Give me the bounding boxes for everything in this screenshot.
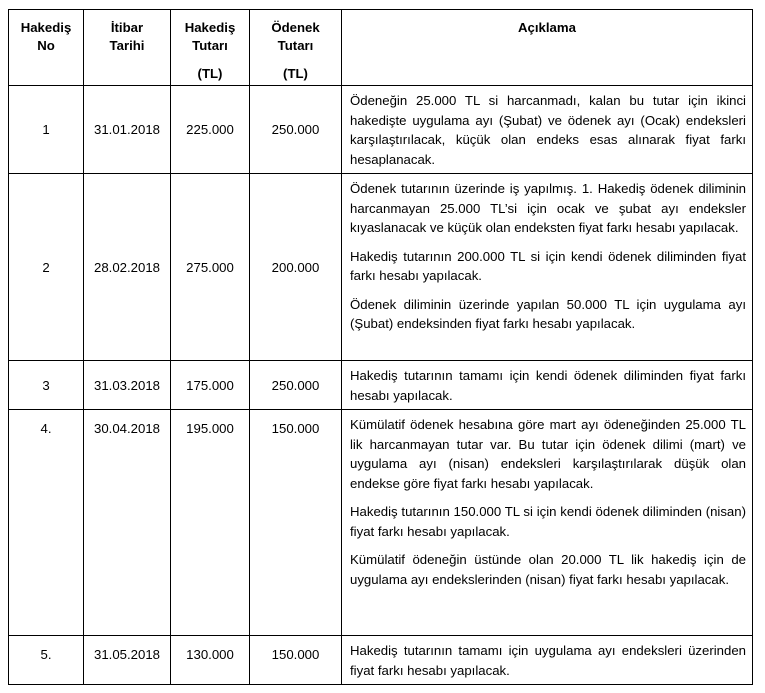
cell-hakedis-tutari: 275.000 <box>171 174 250 361</box>
aciklama-paragraph: Kümülatif ödenek hesabına göre mart ayı ödeneğinden 25.000 TL lik harcanmayan tutar var. Bu tutar için ödenek dilimi (mart) ve uygulama ayı (nisan) endeksleri karşılaştırılarak düşük olan endekse göre fiyat farkı hesabı yapılacak. <box>350 417 746 491</box>
cell-hakedis-tutari: 175.000 <box>171 361 250 410</box>
cell-hakedis-tutari: 130.000 <box>171 636 250 685</box>
cell-hakedis-no: 1 <box>9 86 84 174</box>
aciklama-paragraph: Hakediş tutarının 150.000 TL si için kendi ödenek diliminden (nisan) fiyat farkı hesabı yapılacak. <box>350 504 746 539</box>
table-row <box>9 410 753 636</box>
hakedis-table <box>8 9 753 685</box>
table-row <box>9 86 753 174</box>
cell-aciklama <box>342 86 753 174</box>
aciklama-paragraph: Hakediş tutarının 200.000 TL si için kendi ödenek diliminden fiyat farkı hesabı yapılacak. <box>350 248 746 283</box>
cell-hakedis-no: 2 <box>9 174 84 361</box>
cell-odenek-tutari: 250.000 <box>250 86 342 174</box>
cell-hakedis-tutari: 225.000 <box>171 86 250 174</box>
aciklama-paragraph: Ödeneğin 25.000 TL si harcanmadı, kalan bu tutar için ikinci hakedişte uygulama ayı (Şubat) ve ödenek ayı (Ocak) endeksleri karşılaştırılacak, küçük olan endeks esas alınarak fiyat farkı hesaplanacak. <box>350 93 746 167</box>
cell-hakedis-tutari: 195.000 <box>171 410 250 636</box>
cell-hakedis-no: 4. <box>9 410 84 636</box>
cell-itibar-tarihi: 31.05.2018 <box>84 636 171 685</box>
cell-itibar-tarihi: 31.01.2018 <box>84 86 171 174</box>
cell-aciklama <box>342 361 753 410</box>
cell-itibar-tarihi: 30.04.2018 <box>84 410 171 636</box>
cell-itibar-tarihi: 28.02.2018 <box>84 174 171 361</box>
header-hakedis-no: Hakediş No <box>9 10 84 86</box>
aciklama-paragraph: Hakediş tutarının tamamı için kendi ödenek diliminden fiyat farkı hesabı yapılacak. <box>350 368 746 403</box>
cell-aciklama <box>342 636 753 685</box>
aciklama-paragraph: Ödenek diliminin üzerinde yapılan 50.000 TL için uygulama ayı (Şubat) endeksinden fiyat farkı hesabı yapılacak. <box>350 296 746 331</box>
cell-odenek-tutari: 250.000 <box>250 361 342 410</box>
aciklama-paragraph: Kümülatif ödeneğin üstünde olan 20.000 TL lik hakediş için de uygulama ayı endekslerinden (nisan) fiyat farkı hesabı yapılacak. <box>350 552 746 587</box>
table-row <box>9 174 753 361</box>
aciklama-paragraph: Ödenek tutarının üzerinde iş yapılmış. 1. Hakediş ödenek diliminin harcanmayan 25.000 TL’si için ocak ve şubat ayı endeksler kıyaslanacak ve küçük olan endeksten fiyat farkı hesabı yapılacak. <box>350 181 746 235</box>
table-row <box>9 636 753 685</box>
cell-odenek-tutari: 200.000 <box>250 174 342 361</box>
cell-itibar-tarihi: 31.03.2018 <box>84 361 171 410</box>
cell-hakedis-no: 5. <box>9 636 84 685</box>
cell-odenek-tutari: 150.000 <box>250 410 342 636</box>
cell-aciklama <box>342 174 753 361</box>
header-aciklama: Açıklama <box>342 10 753 86</box>
header-row <box>9 10 753 86</box>
cell-aciklama <box>342 410 753 636</box>
aciklama-paragraph: Hakediş tutarının tamamı için uygulama ayı endeksleri üzerinden fiyat farkı hesabı yapılacak. <box>350 643 746 678</box>
header-odenek-tutari: Ödenek Tutarı (TL) <box>250 10 342 86</box>
cell-odenek-tutari: 150.000 <box>250 636 342 685</box>
table-row <box>9 361 753 410</box>
cell-hakedis-no: 3 <box>9 361 84 410</box>
header-itibar-tarihi: İtibar Tarihi <box>84 10 171 86</box>
header-hakedis-tutari: Hakediş Tutarı (TL) <box>171 10 250 86</box>
